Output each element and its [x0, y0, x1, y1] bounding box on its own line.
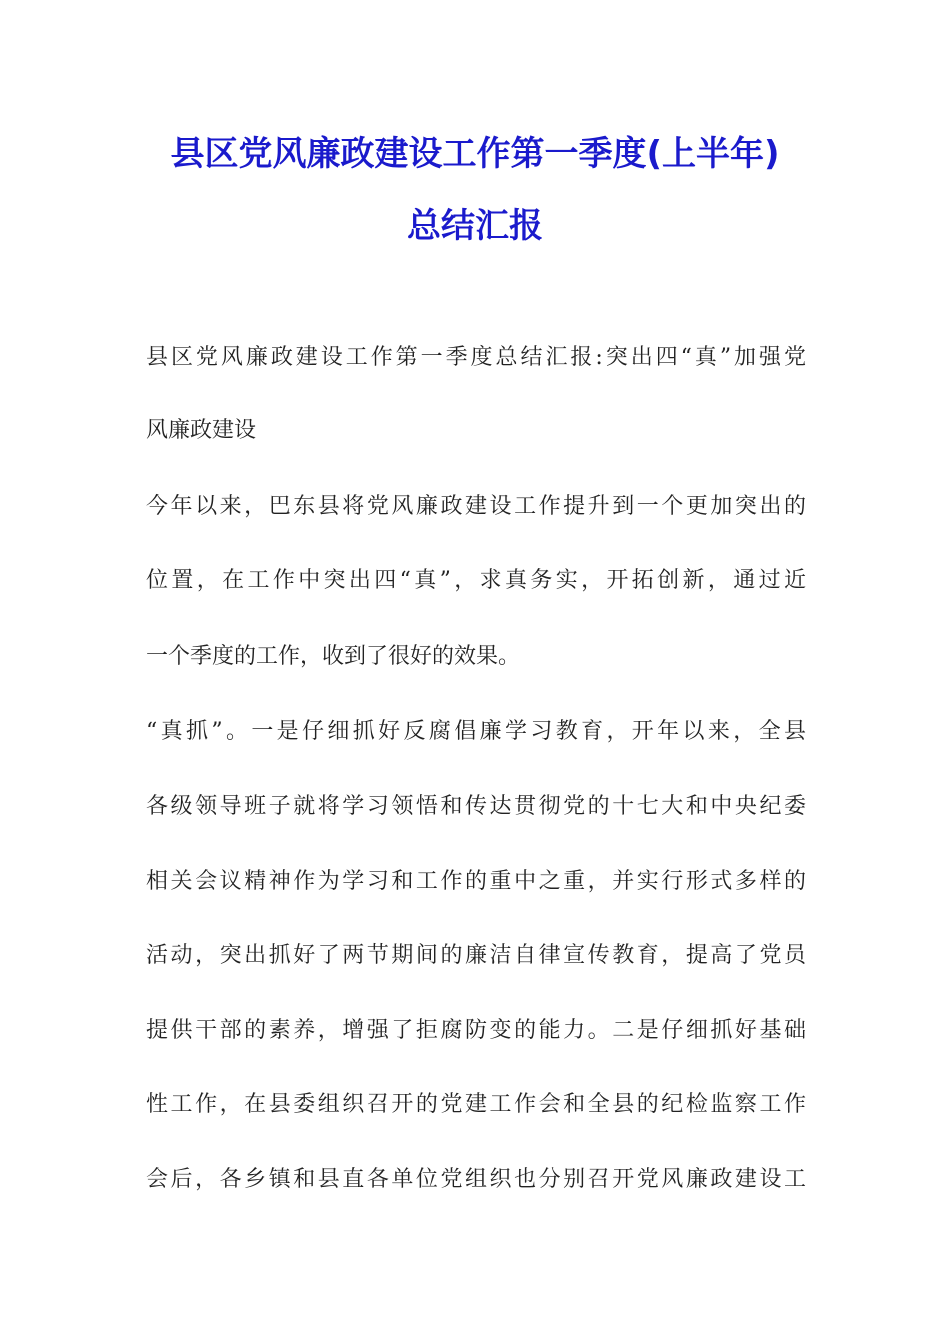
body-line-8: 相关会议精神作为学习和工作的重中之重，并实行形式多样的 [146, 869, 806, 894]
body-line-10: 提供干部的素养，增强了拒腐防变的能力。二是仔细抓好基础 [146, 1018, 806, 1043]
body-line-1: 县区党风廉政建设工作第一季度总结汇报:突出四“真”加强党 [146, 345, 806, 370]
document-title-line-2: 总结汇报 [407, 206, 543, 246]
body-line-9: 活动，突出抓好了两节期间的廉洁自律宣传教育，提高了党员 [146, 943, 806, 968]
body-line-11: 性工作，在县委组织召开的党建工作会和全县的纪检监察工作 [146, 1092, 806, 1117]
body-line-5: 一个季度的工作，收到了很好的效果。 [146, 644, 521, 669]
body-line-3: 今年以来，巴东县将党风廉政建设工作提升到一个更加突出的 [146, 494, 806, 519]
body-line-12: 会后，各乡镇和县直各单位党组织也分别召开党风廉政建设工 [146, 1167, 806, 1192]
body-line-7: 各级领导班子就将学习领悟和传达贯彻党的十七大和中央纪委 [146, 794, 806, 819]
body-line-6: “真抓”。一是仔细抓好反腐倡廉学习教育，开年以来，全县 [146, 719, 806, 744]
body-line-2: 风廉政建设 [146, 418, 257, 443]
body-line-4: 位置，在工作中突出四“真”，求真务实，开拓创新，通过近 [146, 568, 806, 593]
document-title-line-1: 县区党风廉政建设工作第一季度(上半年) [170, 134, 780, 174]
